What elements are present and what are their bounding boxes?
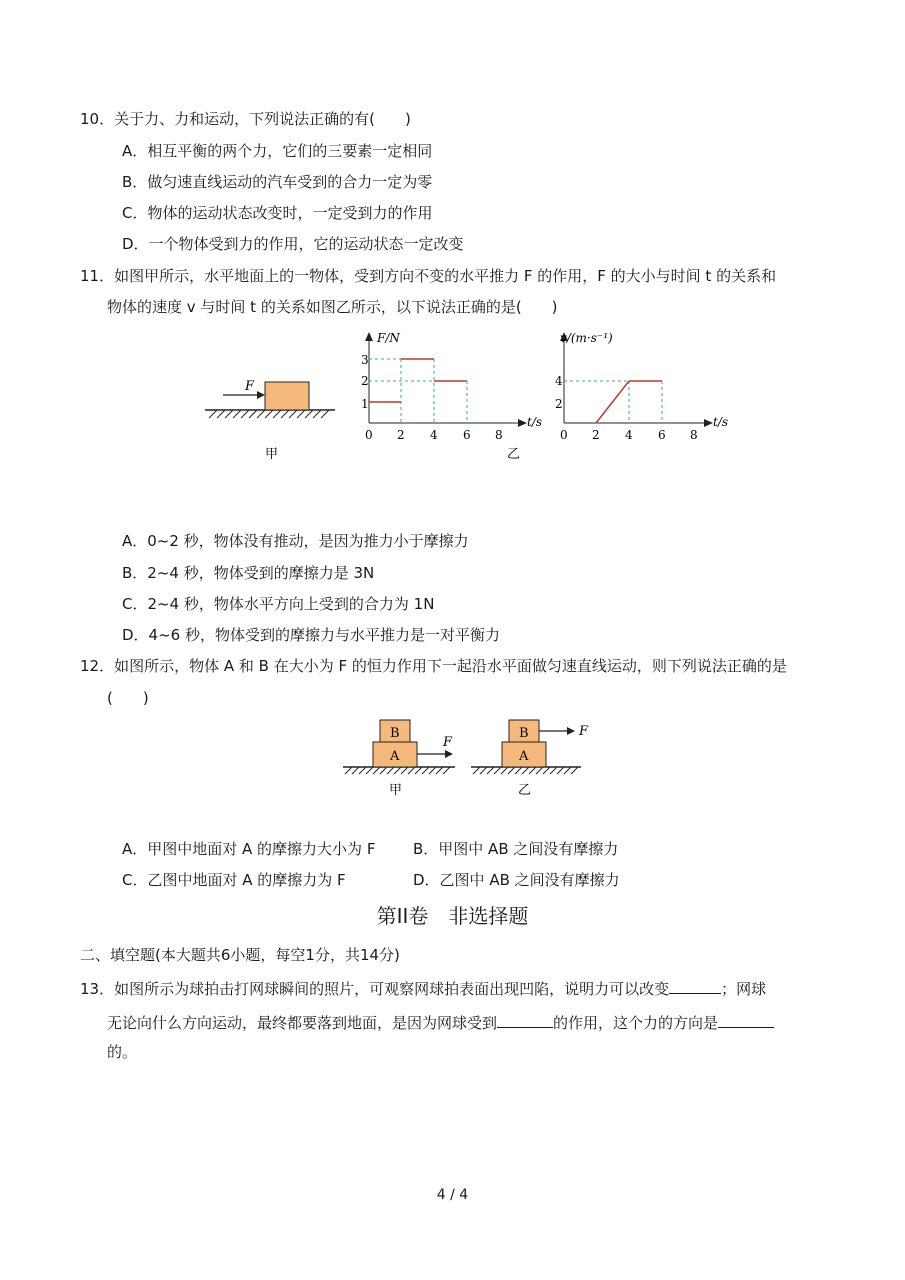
q12-option-b: B．甲图中 AB 之间没有摩擦力: [413, 840, 619, 858]
q11-graph1-ytick-1: 1: [361, 397, 369, 411]
q11-yi-label: 乙: [507, 447, 521, 462]
q13-blank-1[interactable]: [669, 977, 721, 994]
q12-fig-yi: [471, 720, 589, 798]
q12-stem-line1: 12．如图所示，物体 A 和 B 在大小为 F 的恒力作用下一起沿水平面做匀速直线运动，则下列说法正确的是: [80, 657, 787, 675]
q12-option-c: C．乙图中地面对 A 的摩擦力为 F: [122, 871, 346, 889]
q12-option-a: A．甲图中地面对 A 的摩擦力大小为 F: [122, 840, 376, 858]
q10-option-c: C．物体的运动状态改变时，一定受到力的作用: [122, 204, 433, 222]
q11-graph2-xtick-0: 0: [560, 428, 568, 442]
q11-graph1-xtick-0: 0: [365, 428, 373, 442]
q13-blank-2[interactable]: [497, 1011, 553, 1028]
q11-graph2-xtick-4: 4: [625, 428, 633, 442]
section-subtitle: 二、填空题(本大题共6小题，每空1分，共14分): [80, 946, 400, 964]
q11-fig-jia: [205, 379, 335, 462]
q11-graph-force: [361, 331, 542, 442]
q11-option-c: C．2~4 秒，物体水平方向上受到的合力为 1N: [122, 595, 435, 613]
q13-line1-text-a: 13．如图所示为球拍击打网球瞬间的照片，可观察网球拍表面出现凹陷，说明力可以改变: [80, 980, 670, 998]
section-title: 第II卷 非选择题: [376, 904, 529, 928]
q12-stem-line2: ( ): [107, 689, 149, 707]
q12-jia-caption: 甲: [389, 783, 403, 798]
q10-option-d: D．一个物体受到力的作用，它的运动状态一定改变: [122, 235, 464, 253]
q11-graph2-ytick-4: 4: [555, 374, 563, 388]
q13-line3: 的。: [107, 1043, 138, 1061]
q13-blank-3[interactable]: [718, 1011, 774, 1028]
q11-graph2-xtick-2: 2: [592, 428, 600, 442]
q13-line2-text-a: 无论向什么方向运动，最终都要落到地面，是因为网球受到: [107, 1014, 498, 1032]
q13-line1-text-b: ；网球: [721, 980, 767, 998]
q11-jia-label: 甲: [265, 447, 279, 462]
q12-yi-label-a: A: [519, 749, 529, 764]
q12-option-d: D．乙图中 AB 之间没有摩擦力: [413, 871, 620, 889]
q12-yi-caption: 乙: [518, 783, 532, 798]
q12-jia-label-b: B: [390, 726, 400, 741]
q12-jia-force-label: F: [443, 735, 453, 750]
q11-option-d: D．4~6 秒，物体受到的摩擦力与水平推力是一对平衡力: [122, 626, 500, 644]
q11-force-label: F: [245, 379, 255, 394]
q12-yi-label-b: B: [519, 726, 529, 741]
q10-stem: 10．关于力、力和运动，下列说法正确的有( ): [80, 110, 411, 128]
q11-block: [265, 382, 309, 410]
q13-line1: [80, 977, 766, 999]
q11-graph2-ylabel: v/(m·s⁻¹): [560, 331, 613, 345]
q12-figure: [335, 712, 615, 804]
q10-option-a: A．相互平衡的两个力，它们的三要素一定相同: [122, 142, 433, 160]
q13-line2-text-b: 的作用，这个力的方向是: [553, 1014, 719, 1032]
q12-yi-force-label: F: [579, 724, 589, 739]
q11-graph1-ytick-2: 2: [361, 374, 369, 388]
q11-graph1-xtick-8: 8: [495, 428, 503, 442]
q11-figure: [195, 320, 755, 470]
q13-line2: [107, 1011, 774, 1033]
q11-graph1-xtick-2: 2: [397, 428, 405, 442]
q11-graph1-xtick-6: 6: [463, 428, 471, 442]
q11-graph2-xlabel: t/s: [713, 415, 729, 429]
q10-option-b: B．做匀速直线运动的汽车受到的合力一定为零: [122, 173, 433, 191]
q12-fig-jia: [343, 720, 455, 798]
q11-graph1-ylabel: F/N: [377, 331, 400, 345]
q11-graph2-ytick-2: 2: [555, 397, 563, 411]
q11-graph1-xtick-4: 4: [430, 428, 438, 442]
q11-graph1-ytick-3: 3: [361, 353, 369, 367]
q11-stem-line1: 11．如图甲所示，水平地面上的一物体，受到方向不变的水平推力 F 的作用，F 的大小与时间 t 的关系和: [80, 267, 777, 285]
page-number: 4 / 4: [436, 1187, 469, 1203]
q11-option-a: A．0~2 秒，物体没有推动，是因为推力小于摩擦力: [122, 532, 469, 550]
q11-graph-velocity: [555, 331, 728, 442]
q11-stem-line2: 物体的速度 v 与时间 t 的关系如图乙所示，以下说法正确的是( ): [107, 298, 558, 316]
q12-jia-label-a: A: [390, 749, 400, 764]
q11-graph2-xtick-6: 6: [658, 428, 666, 442]
q11-option-b: B．2~4 秒，物体受到的摩擦力是 3N: [122, 564, 375, 582]
q11-graph2-xtick-8: 8: [690, 428, 698, 442]
q11-graph1-xlabel: t/s: [527, 415, 543, 429]
